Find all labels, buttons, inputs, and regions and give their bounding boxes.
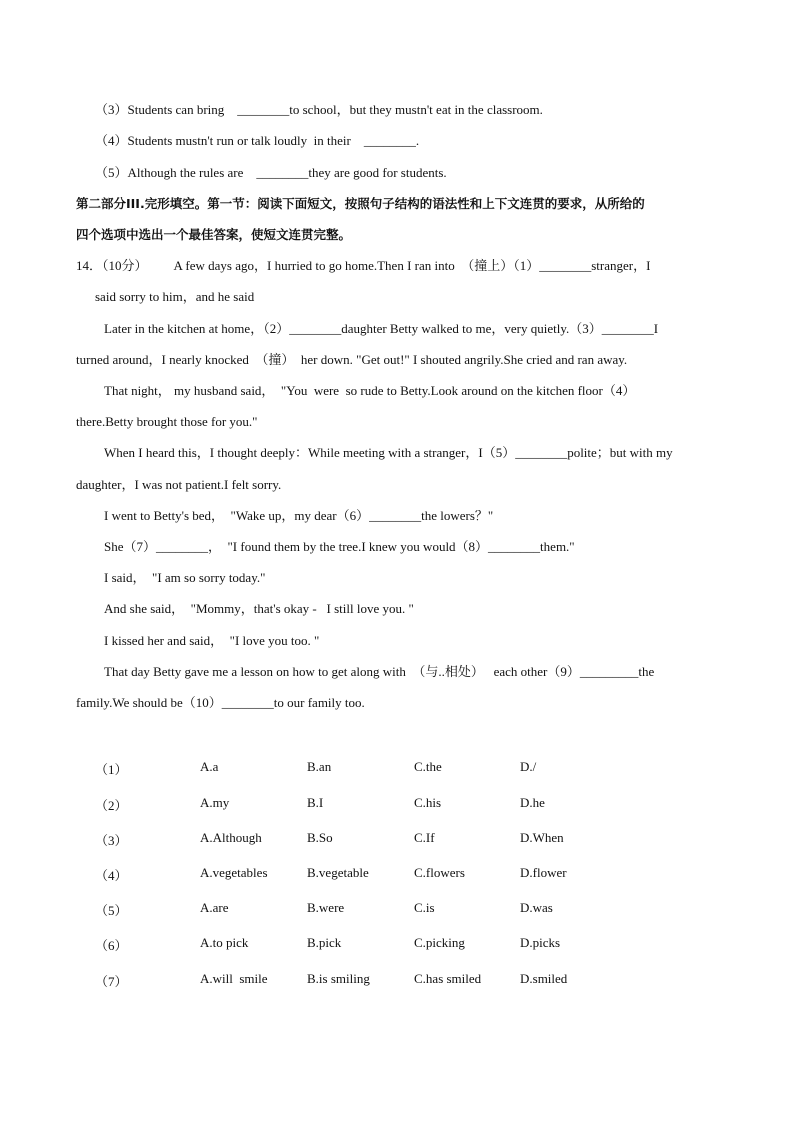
option-number: （5） bbox=[95, 903, 128, 918]
option-number: （6） bbox=[95, 938, 128, 953]
passage-line: Later in the kitchen at home，（2）________daughter Betty walked to me，very quietly.（3）________I bbox=[104, 321, 659, 336]
option-number: （3） bbox=[95, 833, 128, 848]
passage-line: And she said， "Mommy，that's okay - I still love you. " bbox=[104, 601, 414, 616]
passage-line: there.Betty brought those for you." bbox=[76, 414, 258, 429]
passage-line: I went to Betty's bed， "Wake up，my dear（6）________the lowers？" bbox=[104, 508, 494, 523]
option-row-1 bbox=[0, 759, 794, 777]
option-a[interactable]: A.are bbox=[200, 900, 229, 915]
passage-line: She（7）________， "I found them by the tree.I knew you would（8）________them." bbox=[104, 539, 575, 554]
passage-line: When I heard this，I thought deeply：While meeting with a stranger，I（5）________polite；but with my bbox=[104, 445, 673, 460]
option-c[interactable]: C.picking bbox=[414, 935, 465, 950]
option-d[interactable]: D.was bbox=[520, 900, 553, 915]
option-b[interactable]: B.were bbox=[307, 900, 345, 915]
passage-line: I kissed her and said， "I love you too. " bbox=[104, 633, 320, 648]
passage-line: turned around，I nearly knocked （撞） her down. "Get out!" I shouted angrily.She cried and ran away. bbox=[76, 352, 628, 367]
option-row-2 bbox=[0, 795, 794, 813]
option-b[interactable]: B.pick bbox=[307, 935, 342, 950]
option-d[interactable]: D.he bbox=[520, 795, 545, 810]
option-c[interactable]: C.has smiled bbox=[414, 971, 482, 986]
option-a[interactable]: A.my bbox=[200, 795, 230, 810]
passage-line: That day Betty gave me a lesson on how to get along with （与..相处） each other（9）_________the bbox=[104, 664, 655, 679]
option-number: （2） bbox=[95, 798, 128, 813]
question-14-line-2: said sorry to him，and he said bbox=[95, 289, 255, 304]
rule-item-5: （5）Although the rules are ________they are good for students. bbox=[95, 165, 447, 180]
option-a[interactable]: A.will smile bbox=[200, 971, 268, 986]
option-d[interactable]: D.smiled bbox=[520, 971, 568, 986]
option-number: （1） bbox=[95, 762, 128, 777]
option-a[interactable]: A.a bbox=[200, 759, 219, 774]
option-c[interactable]: C.is bbox=[414, 900, 435, 915]
option-row-7 bbox=[0, 971, 794, 989]
rule-item-3: （3）Students can bring ________to school，but they mustn't eat in the classroom. bbox=[95, 102, 543, 117]
option-c[interactable]: C.If bbox=[414, 830, 435, 845]
option-d[interactable]: D.flower bbox=[520, 865, 567, 880]
option-b[interactable]: B.an bbox=[307, 759, 332, 774]
option-a[interactable]: A.vegetables bbox=[200, 865, 268, 880]
section-heading-line-1: 第二部分III.完形填空。第一节：阅读下面短文，按照句子结构的语法性和上下文连贯的要求，从所给的 bbox=[76, 196, 645, 211]
passage-line: I said， "I am so sorry today." bbox=[104, 570, 266, 585]
option-row-6 bbox=[0, 935, 794, 953]
option-number: （4） bbox=[95, 868, 128, 883]
option-c[interactable]: C.flowers bbox=[414, 865, 465, 880]
option-a[interactable]: A.Although bbox=[200, 830, 262, 845]
option-d[interactable]: D.picks bbox=[520, 935, 561, 950]
rule-item-4: （4）Students mustn't run or talk loudly in their ________. bbox=[95, 133, 420, 148]
option-b[interactable]: B.So bbox=[307, 830, 333, 845]
option-row-4 bbox=[0, 865, 794, 883]
option-b[interactable]: B.vegetable bbox=[307, 865, 369, 880]
option-b[interactable]: B.is smiling bbox=[307, 971, 370, 986]
passage-line: daughter，I was not patient.I felt sorry. bbox=[76, 477, 282, 492]
option-c[interactable]: C.the bbox=[414, 759, 442, 774]
option-b[interactable]: B.I bbox=[307, 795, 324, 810]
option-c[interactable]: C.his bbox=[414, 795, 442, 810]
question-14-line-1: 14．（10分） A few days ago，I hurried to go home.Then I ran into （撞上）（1）________stranger，I bbox=[76, 258, 651, 273]
option-number: （7） bbox=[95, 974, 128, 989]
option-d[interactable]: D.When bbox=[520, 830, 564, 845]
passage-line: family.We should be（10）________to our family too. bbox=[76, 695, 365, 710]
option-row-3 bbox=[0, 830, 794, 848]
option-d[interactable]: D./ bbox=[520, 759, 537, 774]
passage-line: That night， my husband said， "You were so rude to Betty.Look around on the kitchen floor（4） bbox=[104, 383, 636, 398]
option-row-5 bbox=[0, 900, 794, 918]
option-a[interactable]: A.to pick bbox=[200, 935, 249, 950]
section-heading-line-2: 四个选项中选出一个最佳答案，使短文连贯完整。 bbox=[76, 227, 352, 242]
